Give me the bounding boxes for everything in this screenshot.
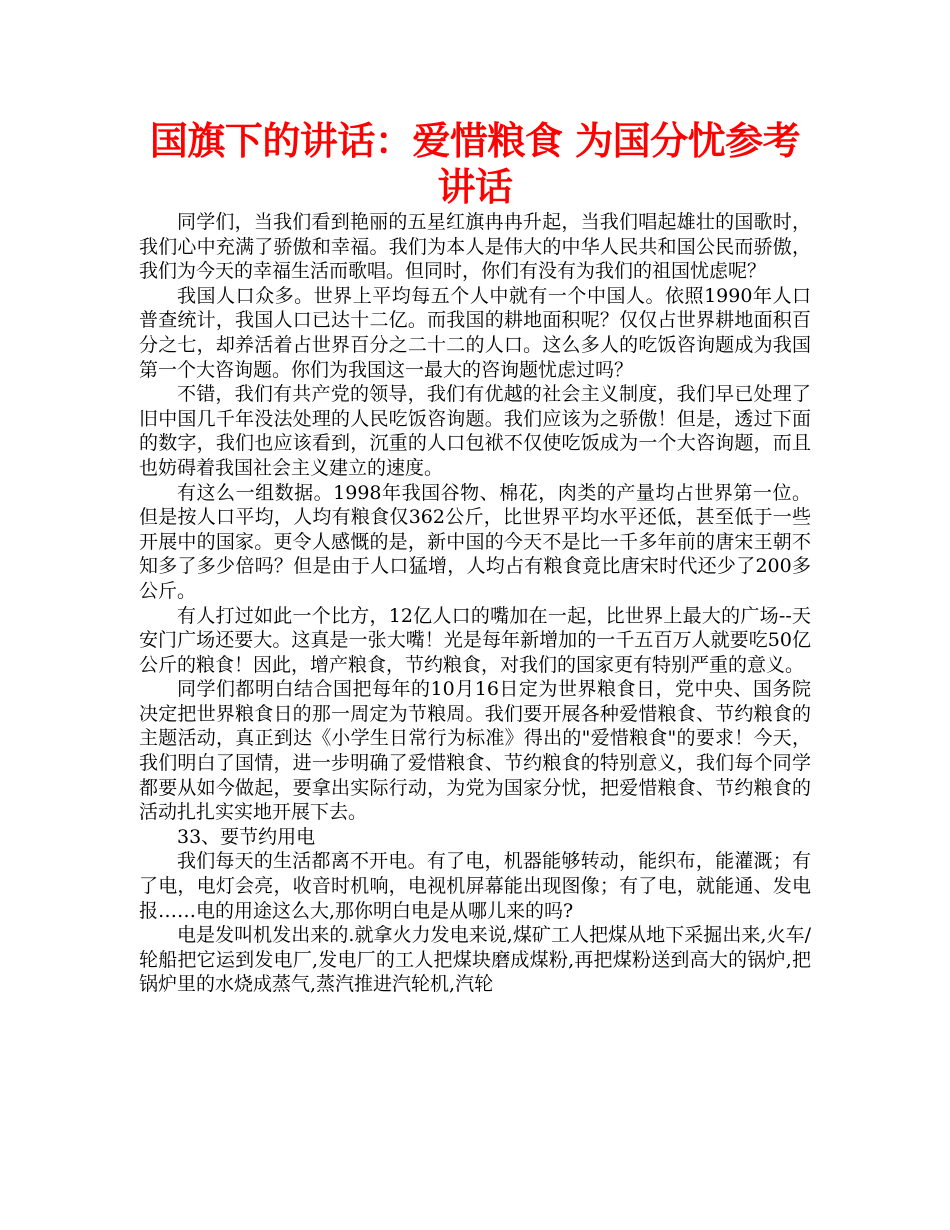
paragraph: 同学们都明白结合国把每年的10月16日定为世界粮食日，党中央、国务院决定把世界粮食日的那一周定为节粮周。我们要开展各种爱惜粮食、节约粮食的主题活动，真正到达《小学生日常行为标准》得出的"爱惜粮食"的要求！今天，我们明白了国情，进一步明确了爱惜粮食、节约粮食的特别意义，我们每个同学都要从如今做起，要拿出实际行动，为党为国家分忧，把爱惜粮食、节约粮食的活动扎扎实实地开展下去。 — [139, 678, 811, 824]
paragraph: 我们每天的生活都离不开电。有了电，机器能够转动，能织布，能灌溉；有了电，电灯会亮，收音时机响，电视机屏幕能出现图像；有了电，就能通、发电报……电的用途这么大,那你明白电是从哪儿来的吗? — [139, 850, 811, 922]
paragraph: 电是发叫机发出来的.就拿火力发电来说,煤矿工人把煤从地下采掘出来,火车/轮船把它运到发电厂,发电厂的工人把煤块磨成煤粉,再把煤粉送到高大的锅炉,把锅炉里的水烧成蒸气,蒸汽推进汽轮机,汽轮 — [139, 924, 811, 996]
paragraph: 有人打过如此一个比方，12亿人口的嘴加在一起，比世界上最大的广场--天安门广场还要大。这真是一张大嘴！光是每年新增加的一千五百万人就要吃50亿公斤的粮食！因此，增产粮食，节约粮食，对我们的国家更有特别严重的意义。 — [139, 604, 811, 676]
paragraph: 同学们，当我们看到艳丽的五星红旗冉冉升起，当我们唱起雄壮的国歌时，我们心中充满了骄傲和幸福。我们为本人是伟大的中华人民共和国公民而骄傲，我们为今天的幸福生活而歌唱。但同时，你们有没有为我们的祖国忧虑呢？ — [139, 211, 811, 283]
document-title: 国旗下的讲话：爱惜粮食 为国分忧参考讲话 — [149, 119, 801, 209]
paragraph: 有这么一组数据。1998年我国谷物、棉花，肉类的产量均占世界第一位。但是按人口平均，人均有粮食仅362公斤，比世界平均水平还低，甚至低于一些开展中的国家。更令人感慨的是，新中国的今天不是比一千多年前的唐宋王朝不知多了多少倍吗？但是由于人口猛增，人均占有粮食竟比唐宋时代还少了200多公斤。 — [139, 481, 811, 602]
section-heading: 33、要节约用电 — [177, 825, 316, 848]
paragraph: 我国人口众多。世界上平均每五个人中就有一个中国人。依照1990年人口普查统计，我国人口已达十二亿。而我国的耕地面积呢？仅仅占世界耕地面积百分之七，却养活着占世界百分之二十二的人口。这么多人的吃饭咨询题成为我国第一个大咨询题。你们为我国这一最大的咨询题忧虑过吗？ — [139, 284, 811, 381]
document-body — [139, 210, 811, 997]
paragraph: 不错，我们有共产党的领导，我们有优越的社会主义制度，我们早已处理了旧中国几千年没法处理的人民吃饭咨询题。我们应该为之骄傲！但是，透过下面的数字，我们也应该看到，沉重的人口包袱不仅使吃饭成为一个大咨询题，而且也妨碍着我国社会主义建立的速度。 — [139, 383, 811, 479]
document-page — [139, 118, 811, 997]
